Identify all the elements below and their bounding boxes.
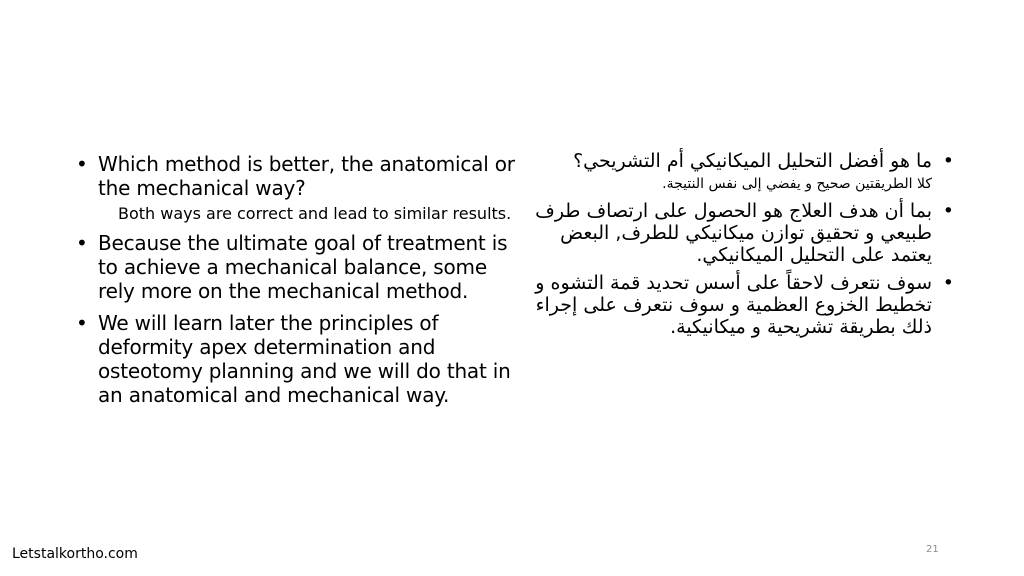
- english-bullet-1-text: Which method is better, the anatomical or the mechanical way?: [98, 152, 515, 200]
- english-bullet-1-subtext: Both ways are correct and lead to similar results.: [118, 204, 512, 223]
- english-bullet-3: [76, 311, 516, 407]
- arabic-bullet-3-text: سوف نتعرف لاحقاً على أسس تحديد قمة التشوه و تخطيط الخزوع العظمية و سوف نتعرف على إجراء ذلك بطريقة تشريحية و ميكانيكية.: [535, 272, 932, 338]
- arabic-bullet-2-text: بما أن هدف العلاج هو الحصول على ارتصاف طرف طبيعي و تحقيق توازن ميكانيكي للطرف, البعض يعتمد على التحليل الميكانيكي.: [535, 200, 932, 266]
- bullet-icon: •: [76, 311, 88, 335]
- english-bullet-2: [76, 231, 516, 303]
- arabic-bullet-1-subtext: كلا الطريقتين صحيح و يفضي إلى نفس النتيجة.: [662, 176, 932, 192]
- arabic-bullet-1: [524, 150, 954, 194]
- english-bullet-3-text: We will learn later the principles of deformity apex determination and osteotomy planning and we will do that in an anatomical and mechanical way.: [98, 311, 511, 407]
- bullet-icon: •: [76, 231, 88, 255]
- arabic-bullet-1-text: ما هو أفضل التحليل الميكانيكي أم التشريحي؟: [573, 150, 932, 172]
- arabic-content: [524, 150, 954, 344]
- english-content: [76, 152, 516, 415]
- bullet-icon: •: [76, 152, 88, 176]
- footer-site-label: Letstalkortho.com: [12, 546, 138, 562]
- english-bullet-2-text: Because the ultimate goal of treatment is to achieve a mechanical balance, some rely more on the mechanical method.: [98, 231, 508, 303]
- arabic-bullet-2: [524, 200, 954, 266]
- bullet-icon: •: [942, 272, 954, 294]
- arabic-bullet-3: [524, 272, 954, 338]
- bullet-icon: •: [942, 150, 954, 172]
- slide-number: 21: [926, 544, 939, 555]
- bullet-icon: •: [942, 200, 954, 222]
- english-bullet-1: [76, 152, 516, 223]
